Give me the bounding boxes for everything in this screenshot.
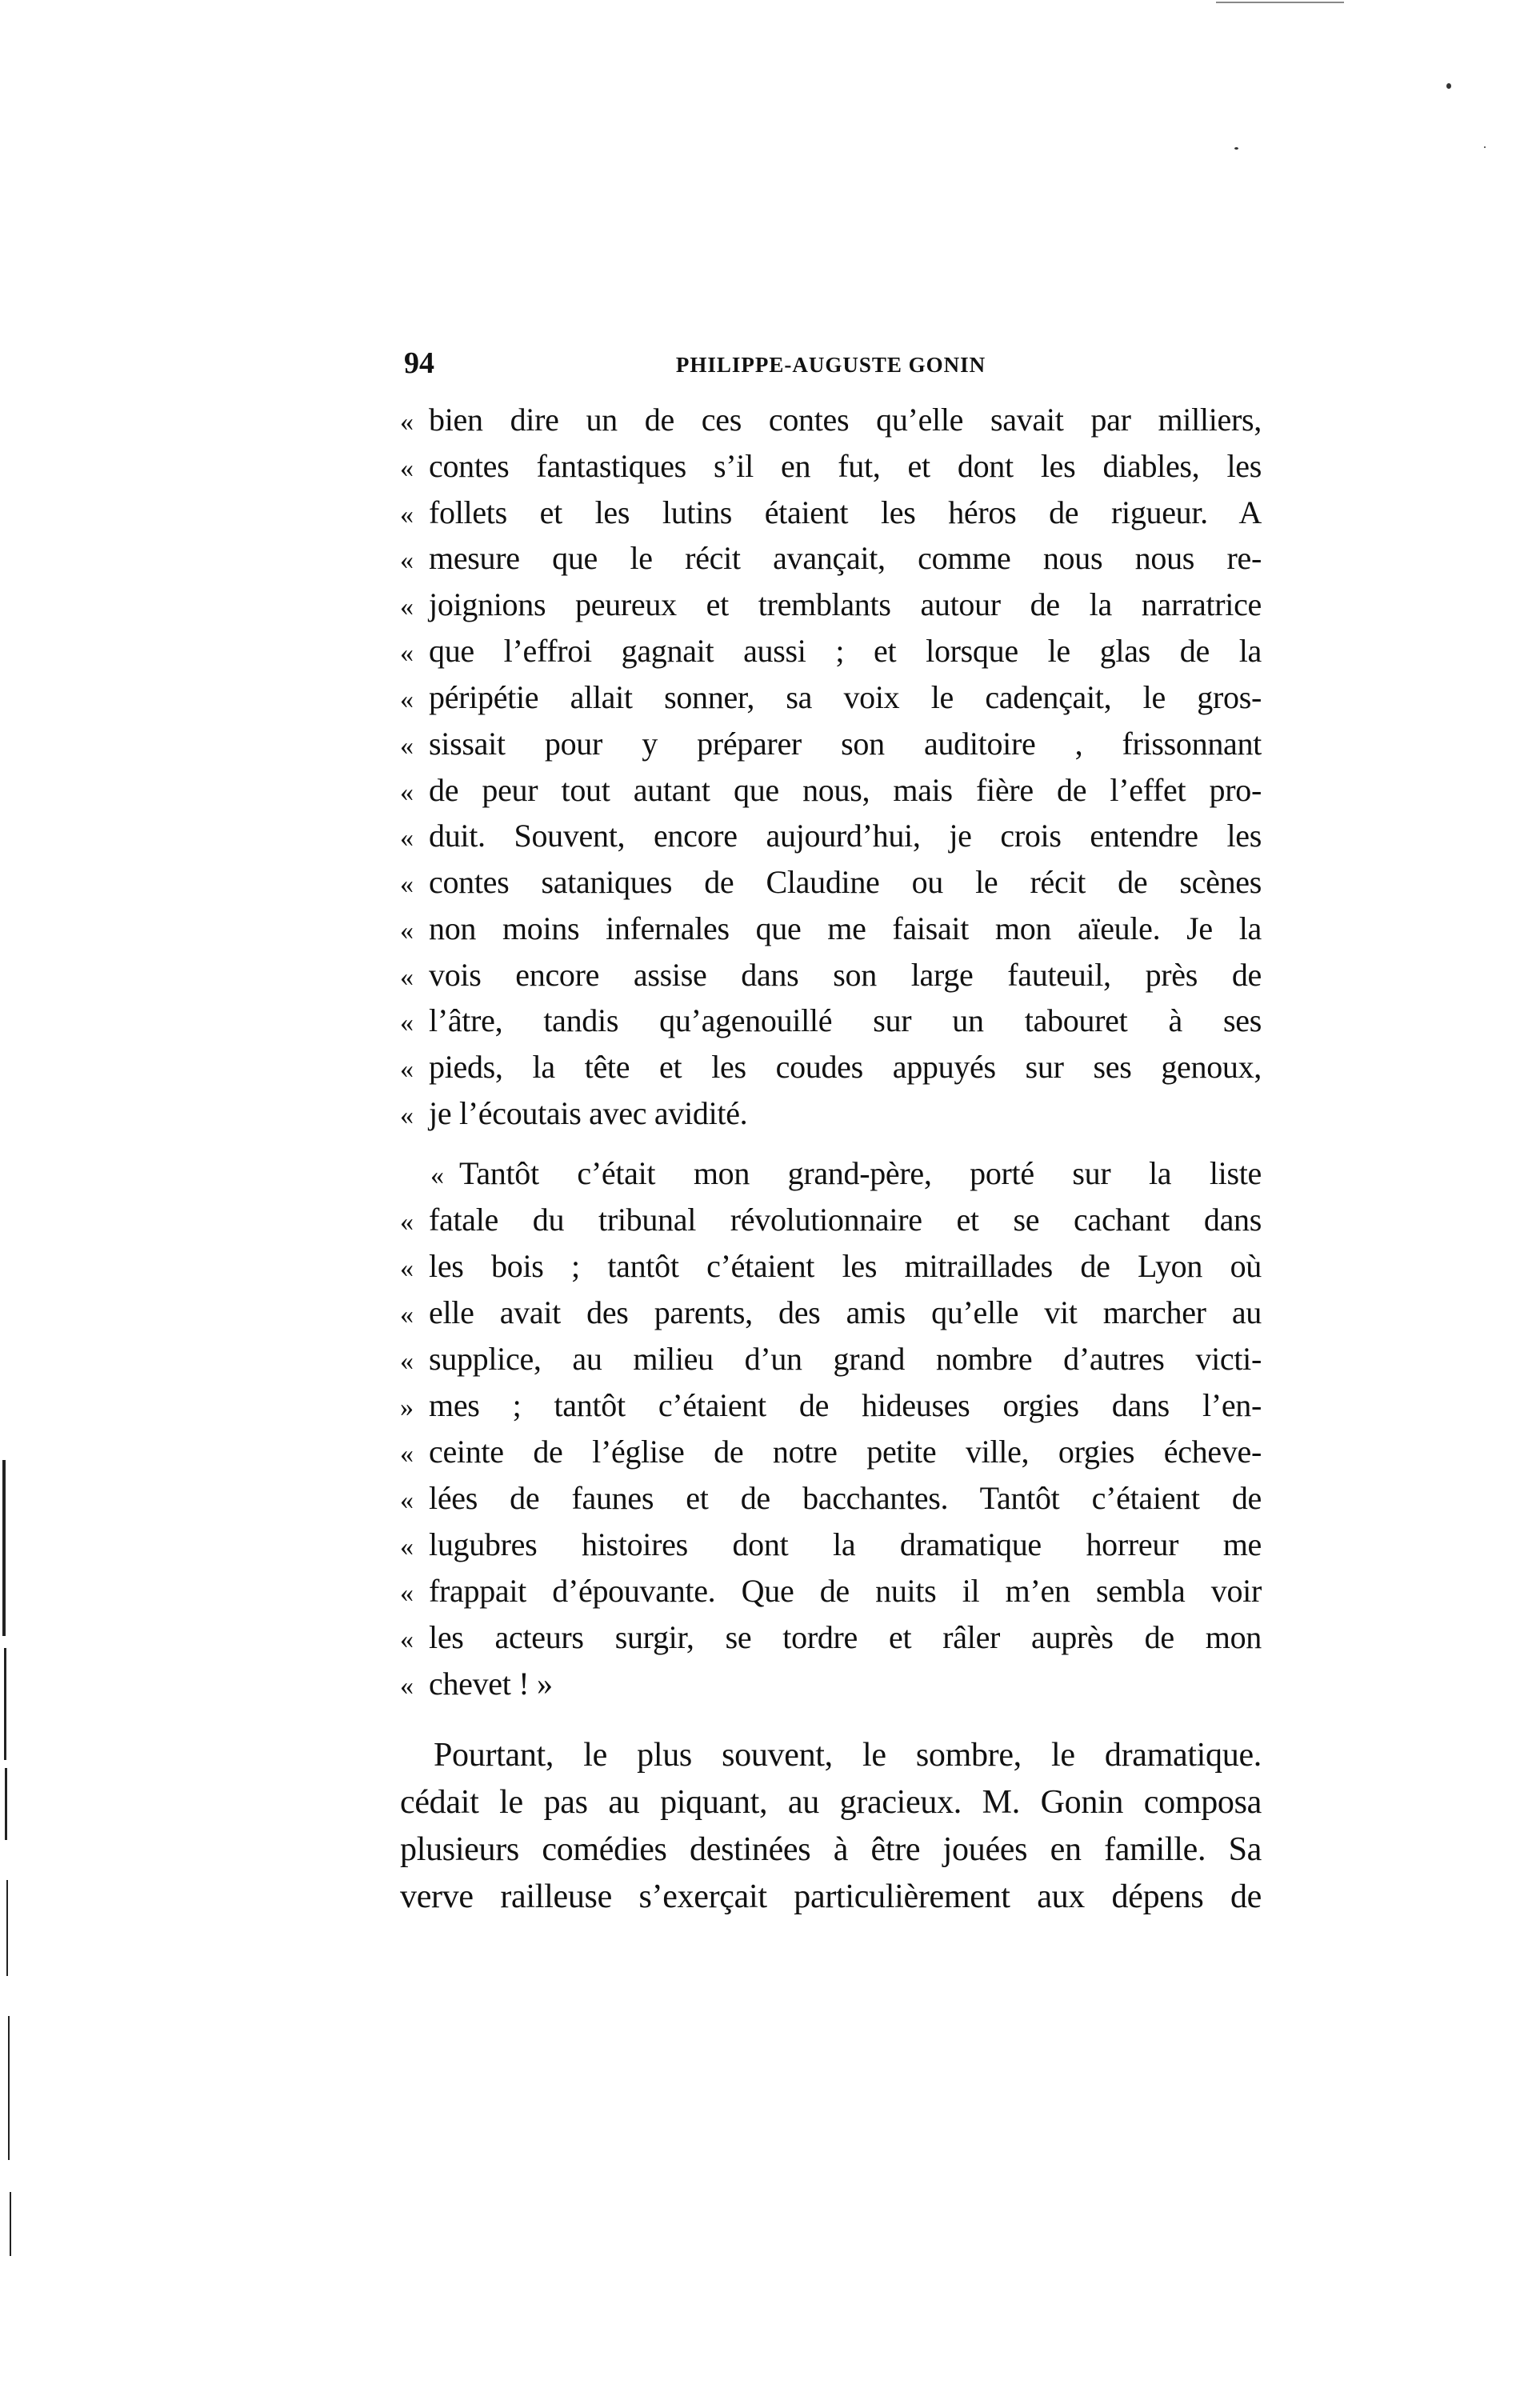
- text-line: « je l’écoutais avec avidité.: [400, 1090, 1262, 1137]
- guillemet: «: [400, 546, 414, 575]
- scan-artifact-left-margin-line: [5, 1768, 7, 1840]
- guillemet: «: [400, 407, 414, 437]
- text-line: « lées de faunes et de bacchantes. Tantôt c’étaient de: [400, 1475, 1262, 1522]
- guillemet: «: [400, 638, 414, 668]
- text-line: « l’âtre, tandis qu’agenouillé sur un tabouret à ses: [400, 998, 1262, 1044]
- scan-artifact-left-margin-line: [2, 1460, 6, 1636]
- guillemet: «: [400, 1008, 414, 1038]
- text-line: « pieds, la tête et les coudes appuyés sur ses genoux,: [400, 1044, 1262, 1090]
- text-line: « de peur tout autant que nous, mais fière de l’effet pro-: [400, 767, 1262, 814]
- text-line: « les bois ; tantôt c’étaient les mitraillades de Lyon où: [400, 1243, 1262, 1290]
- guillemet: «: [400, 870, 414, 899]
- text-line: cédait le pas au piquant, au gracieux. M. Gonin composa: [400, 1784, 1262, 1821]
- guillemet: «: [400, 916, 414, 946]
- scan-artifact-left-margin-line: [6, 1880, 8, 1976]
- guillemet: «: [400, 1101, 414, 1130]
- guillemet: «: [400, 1578, 414, 1608]
- text-line: « elle avait des parents, des amis qu’elle vit marcher au: [400, 1290, 1262, 1336]
- guillemet: «: [400, 454, 414, 483]
- guillemet: «: [400, 1300, 414, 1330]
- guillemet: «: [400, 685, 414, 714]
- guillemet: «: [400, 1532, 414, 1562]
- text-line: « joignions peureux et tremblants autour de la narratrice: [400, 582, 1262, 628]
- guillemet: «: [400, 962, 414, 992]
- text-line: « chevet ! »: [400, 1661, 1262, 1707]
- text-line: « péripétie allait sonner, sa voix le cadençait, le gros-: [400, 674, 1262, 721]
- text-line: « frappait d’épouvante. Que de nuits il m’en sembla voir: [400, 1568, 1262, 1614]
- guillemet: «: [400, 1625, 414, 1654]
- guillemet: «: [400, 823, 414, 853]
- scan-artifact-left-margin-line: [10, 2192, 11, 2256]
- scan-artifact-left-margin-line: [4, 1648, 6, 1760]
- text-line: « sissait pour y préparer son auditoire , frissonnant: [400, 721, 1262, 767]
- text-line: « fatale du tribunal révolutionnaire et se cachant dans: [400, 1197, 1262, 1243]
- guillemet: «: [400, 731, 414, 761]
- guillemet: »: [400, 1393, 414, 1422]
- text-line: « contes fantastiques s’il en fut, et dont les diables, les: [400, 443, 1262, 490]
- guillemet: «: [400, 1254, 414, 1283]
- text-line: « Tantôt c’était mon grand-père, porté sur la liste: [400, 1150, 1262, 1197]
- running-title: PHILIPPE-AUGUSTE GONIN: [675, 353, 986, 377]
- scan-artifact-speck: [1484, 146, 1486, 148]
- guillemet: «: [400, 592, 414, 622]
- guillemet: «: [400, 1671, 414, 1701]
- scan-artifact-left-margin-line: [8, 2016, 10, 2160]
- text-line: « mesure que le récit avançait, comme nous nous re-: [400, 535, 1262, 582]
- text-line: « vois encore assise dans son large fauteuil, près de: [400, 952, 1262, 998]
- running-header: [400, 346, 1262, 381]
- guillemet: «: [400, 1439, 414, 1469]
- guillemet: «: [400, 500, 414, 530]
- text-line: « ceinte de l’église de notre petite ville, orgies écheve-: [400, 1429, 1262, 1475]
- text-line: Pourtant, le plus souvent, le sombre, le dramatique.: [434, 1737, 1262, 1774]
- scan-artifact-speck: [1234, 147, 1238, 150]
- text-line: « follets et les lutins étaient les héros de rigueur. A: [400, 490, 1262, 536]
- text-line: « contes sataniques de Claudine ou le récit de scènes: [400, 859, 1262, 906]
- text-line: « non moins infernales que me faisait mon aïeule. Je la: [400, 906, 1262, 952]
- text-line: « les acteurs surgir, se tordre et râler auprès de mon: [400, 1614, 1262, 1661]
- text-line: « bien dire un de ces contes qu’elle savait par milliers,: [400, 397, 1262, 443]
- text-line: verve railleuse s’exerçait particulièrement aux dépens de: [400, 1878, 1262, 1915]
- guillemet: «: [430, 1161, 444, 1190]
- text-line: « lugubres histoires dont la dramatique horreur me: [400, 1522, 1262, 1568]
- text-line: plusieurs comédies destinées à être jouées en famille. Sa: [400, 1831, 1262, 1868]
- scan-artifact-speck: [1446, 83, 1451, 89]
- guillemet: «: [400, 1207, 414, 1237]
- text-line: « duit. Souvent, encore aujourd’hui, je crois entendre les: [400, 813, 1262, 859]
- page-number: 94: [404, 346, 434, 380]
- guillemet: «: [400, 1346, 414, 1376]
- guillemet: «: [400, 1486, 414, 1515]
- text-line: « supplice, au milieu d’un grand nombre d’autres victi-: [400, 1336, 1262, 1382]
- scan-artifact-top-rule: [1256, 2, 1344, 3]
- text-line: « que l’effroi gagnait aussi ; et lorsque le glas de la: [400, 628, 1262, 674]
- guillemet: «: [400, 1054, 414, 1084]
- text-line: » mes ; tantôt c’étaient de hideuses orgies dans l’en-: [400, 1382, 1262, 1429]
- guillemet: «: [400, 778, 414, 807]
